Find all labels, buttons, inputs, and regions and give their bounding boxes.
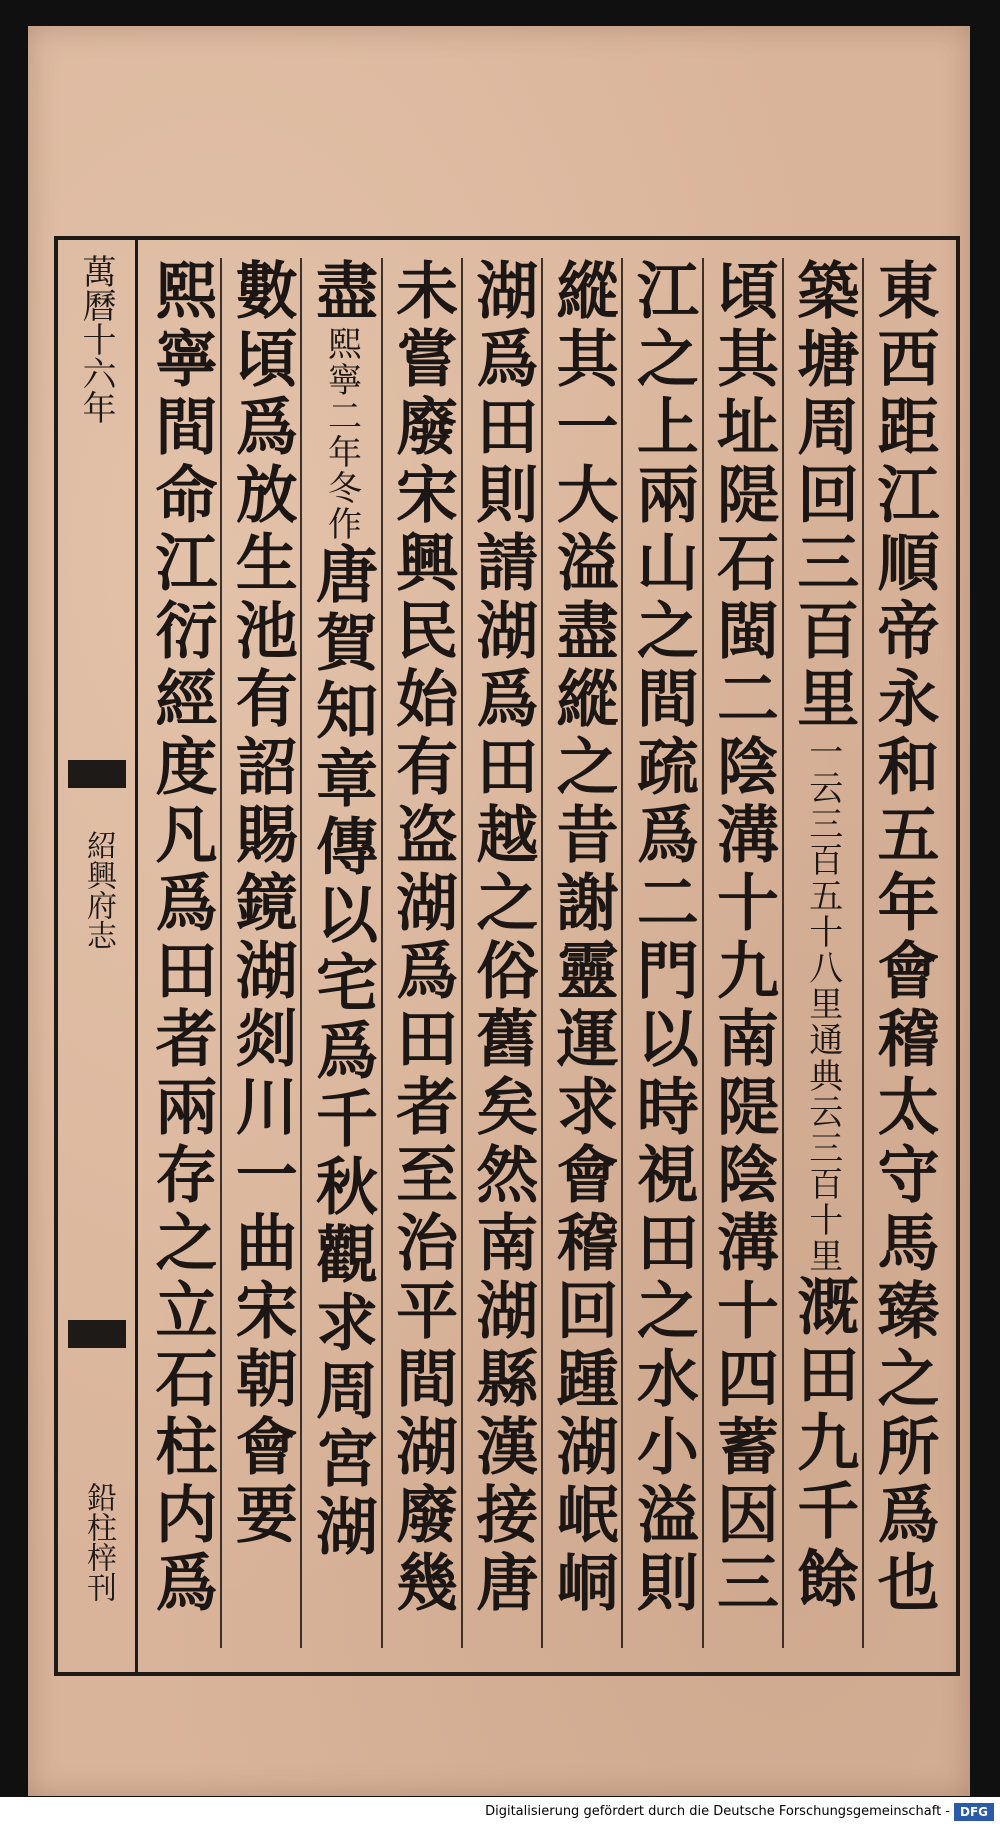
text-column-9: 數頃爲放生池有詔賜鏡湖剡川一曲宋朝會要: [220, 258, 300, 1648]
fish-tail-mark-lower: [68, 1320, 126, 1348]
digitization-footer: [0, 1797, 1000, 1827]
text-column-3: 頃其址隄石閩二陰溝十九南隄陰溝十四蓄因三: [702, 258, 782, 1648]
text-column-10: 熙寧間命江衍經度凡爲田者兩存之立石柱内爲: [145, 258, 218, 1618]
text-columns: [142, 258, 942, 1648]
inline-note: 一云三百五十八里通典云三百十里: [802, 734, 843, 1274]
text-column-8: 盡熙寧二年冬作唐賀知章傳以宅爲千秋觀求周宮湖: [300, 258, 380, 1648]
text-column-1: 東西距江順帝永和五年會稽太守馬臻之所爲也: [862, 258, 942, 1648]
gutter-book-title: 紹興府志: [81, 830, 116, 950]
gutter-printer: 鉛柱梓刊: [81, 1482, 116, 1602]
source-citation: 宋朝會要: [225, 1278, 299, 1550]
page-margin-column: [58, 240, 138, 1672]
funding-credit: Digitalisierung gefördert durch die Deutsche Forschungsgemeinschaft -: [485, 1804, 950, 1819]
fish-tail-mark-upper: [68, 760, 126, 788]
book-page: [28, 26, 970, 1796]
dfg-logo: DFG: [954, 1803, 994, 1821]
printed-text-block: [54, 236, 960, 1676]
text-column-2: 築塘周回三百里一云三百五十八里通典云三百十里溉田九千餘: [782, 258, 862, 1648]
text-column-5: 縱其一大溢盡縱之昔謝靈運求會稽回踵湖岷峒: [541, 258, 621, 1648]
inline-note: 熙寧二年冬作: [321, 326, 362, 542]
gutter-reign-year: 萬曆十六年: [76, 254, 116, 424]
text-column-6: 湖爲田則請湖爲田越之俗舊矣然南湖縣漢接唐: [461, 258, 541, 1648]
text-column-4: 江之上兩山之間疏爲二門以時視田之水小溢則: [621, 258, 701, 1648]
text-column-7: 未嘗廢宋興民始有盗湖爲田者至治平間湖廢幾: [381, 258, 461, 1648]
